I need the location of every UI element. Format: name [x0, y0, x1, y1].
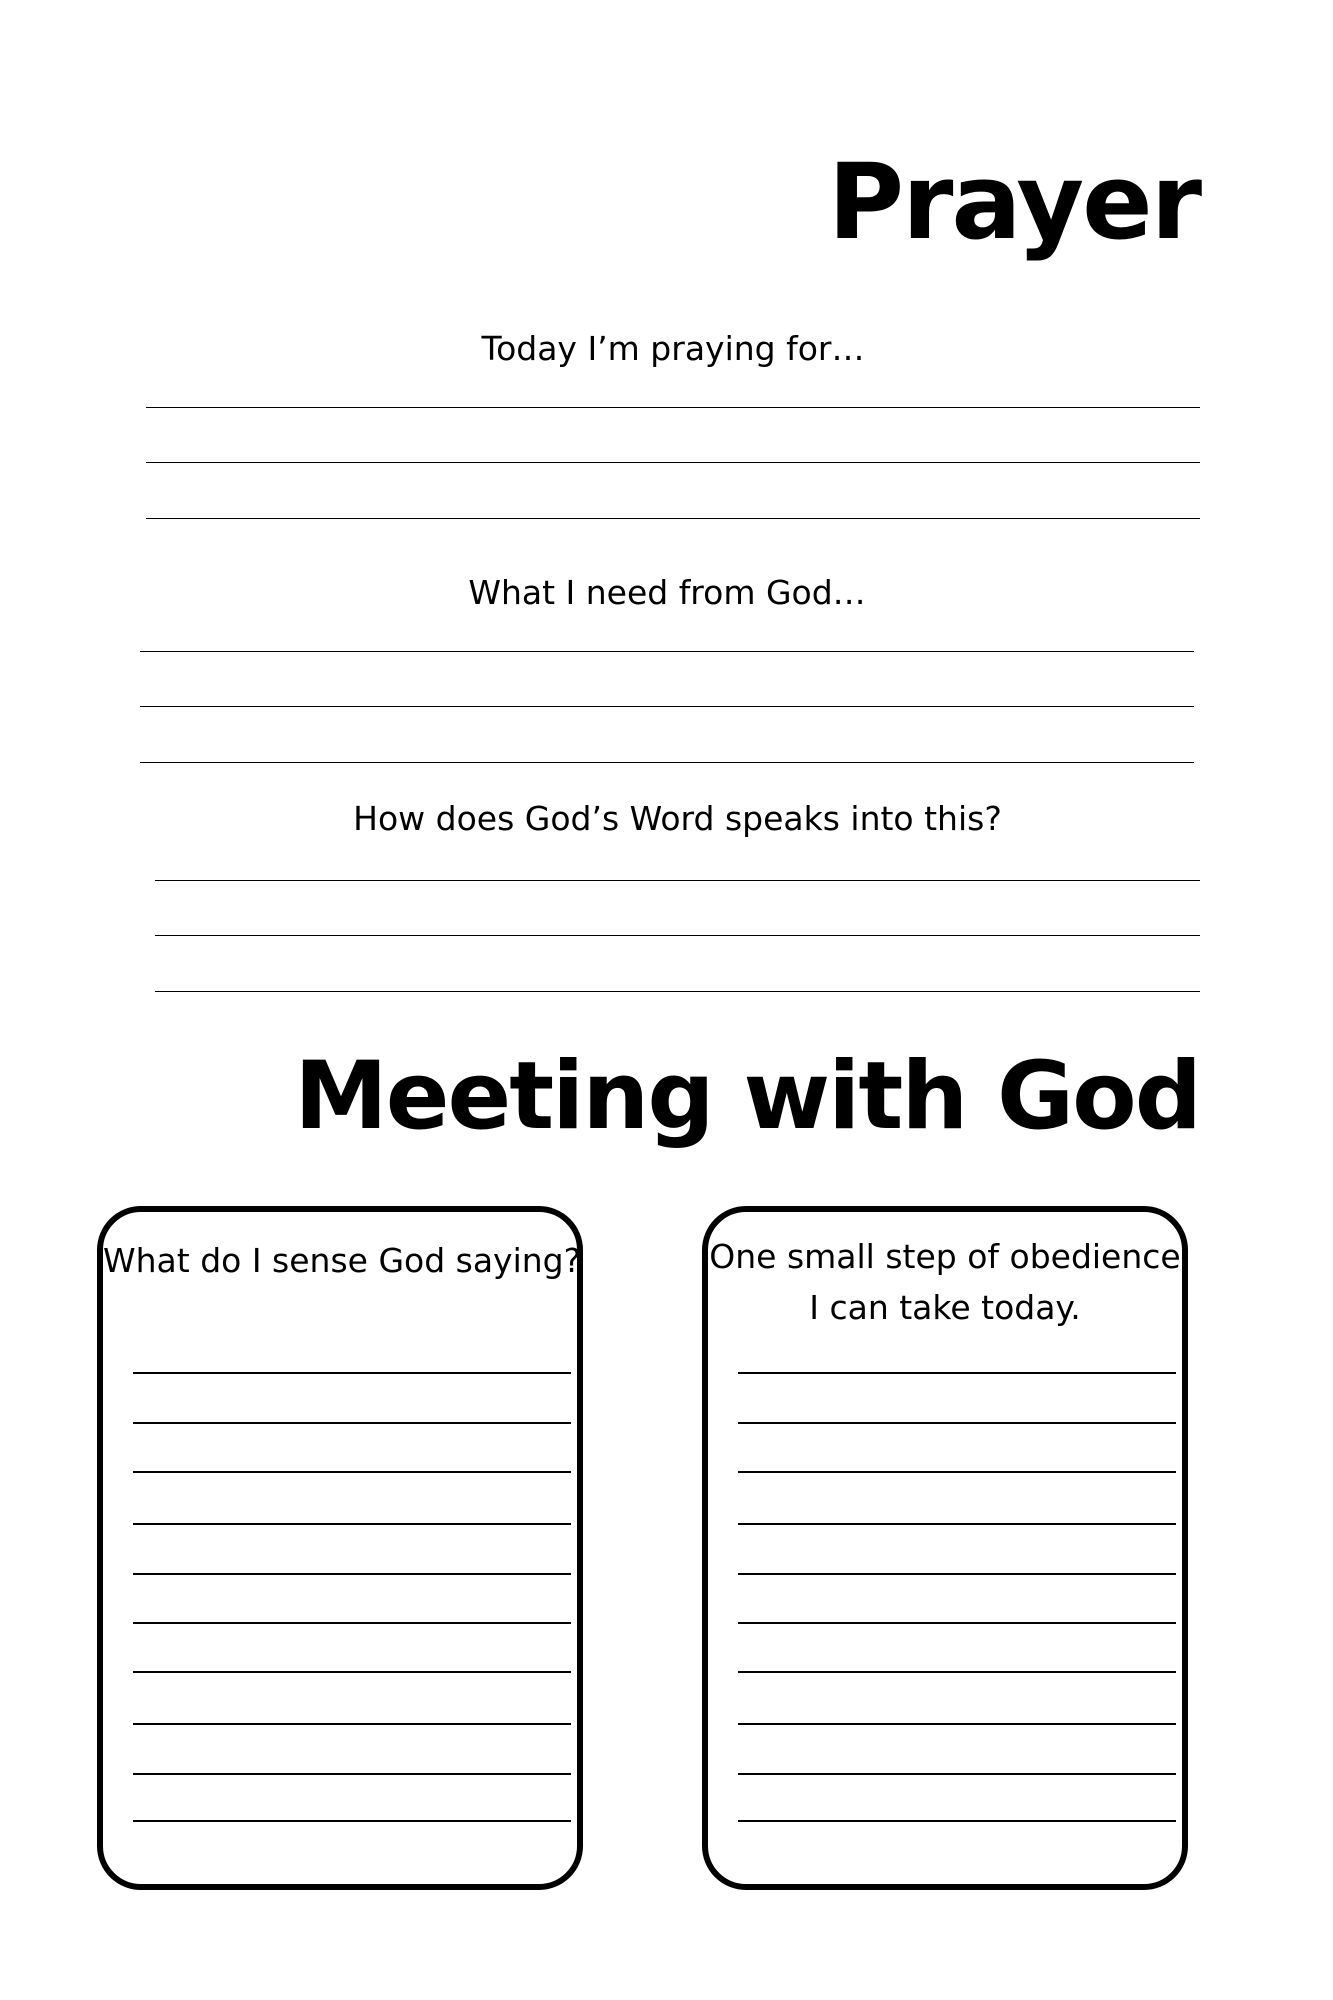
writing-line[interactable]	[738, 1573, 1176, 1575]
writing-line[interactable]	[146, 462, 1200, 463]
prompt-gods-word: How does God’s Word speaks into this?	[353, 799, 1002, 838]
writing-line[interactable]	[133, 1471, 571, 1473]
writing-line[interactable]	[133, 1372, 571, 1374]
meeting-with-god-title: Meeting with God	[294, 1042, 1200, 1151]
writing-line[interactable]	[738, 1820, 1176, 1822]
writing-line[interactable]	[738, 1622, 1176, 1624]
prompt-praying-for: Today I’m praying for…	[481, 329, 865, 368]
writing-line[interactable]	[155, 935, 1200, 936]
writing-line[interactable]	[738, 1723, 1176, 1725]
writing-line[interactable]	[738, 1523, 1176, 1525]
writing-line[interactable]	[133, 1773, 571, 1775]
writing-line[interactable]	[133, 1523, 571, 1525]
card-prompt-line-2: I can take today.	[809, 1288, 1081, 1327]
writing-line[interactable]	[738, 1671, 1176, 1673]
writing-line[interactable]	[140, 762, 1194, 763]
writing-line[interactable]	[155, 991, 1200, 992]
writing-line[interactable]	[155, 880, 1200, 881]
writing-line[interactable]	[133, 1723, 571, 1725]
writing-line[interactable]	[133, 1671, 571, 1673]
writing-line[interactable]	[140, 706, 1194, 707]
writing-line[interactable]	[738, 1471, 1176, 1473]
card-sense-god-saying	[97, 1206, 583, 1890]
writing-line[interactable]	[133, 1820, 571, 1822]
writing-line[interactable]	[133, 1422, 571, 1424]
writing-line[interactable]	[146, 518, 1200, 519]
writing-line[interactable]	[133, 1622, 571, 1624]
writing-line[interactable]	[738, 1422, 1176, 1424]
card-step-of-obedience	[702, 1206, 1188, 1890]
writing-line[interactable]	[133, 1573, 571, 1575]
card-prompt: What do I sense God saying?	[103, 1241, 582, 1280]
writing-line[interactable]	[146, 407, 1200, 408]
writing-line[interactable]	[738, 1773, 1176, 1775]
card-prompt-line-1: One small step of obedience	[709, 1237, 1181, 1276]
prayer-title: Prayer	[827, 141, 1200, 263]
prompt-need-from-god: What I need from God…	[468, 573, 866, 612]
writing-line[interactable]	[140, 651, 1194, 652]
writing-line[interactable]	[738, 1372, 1176, 1374]
